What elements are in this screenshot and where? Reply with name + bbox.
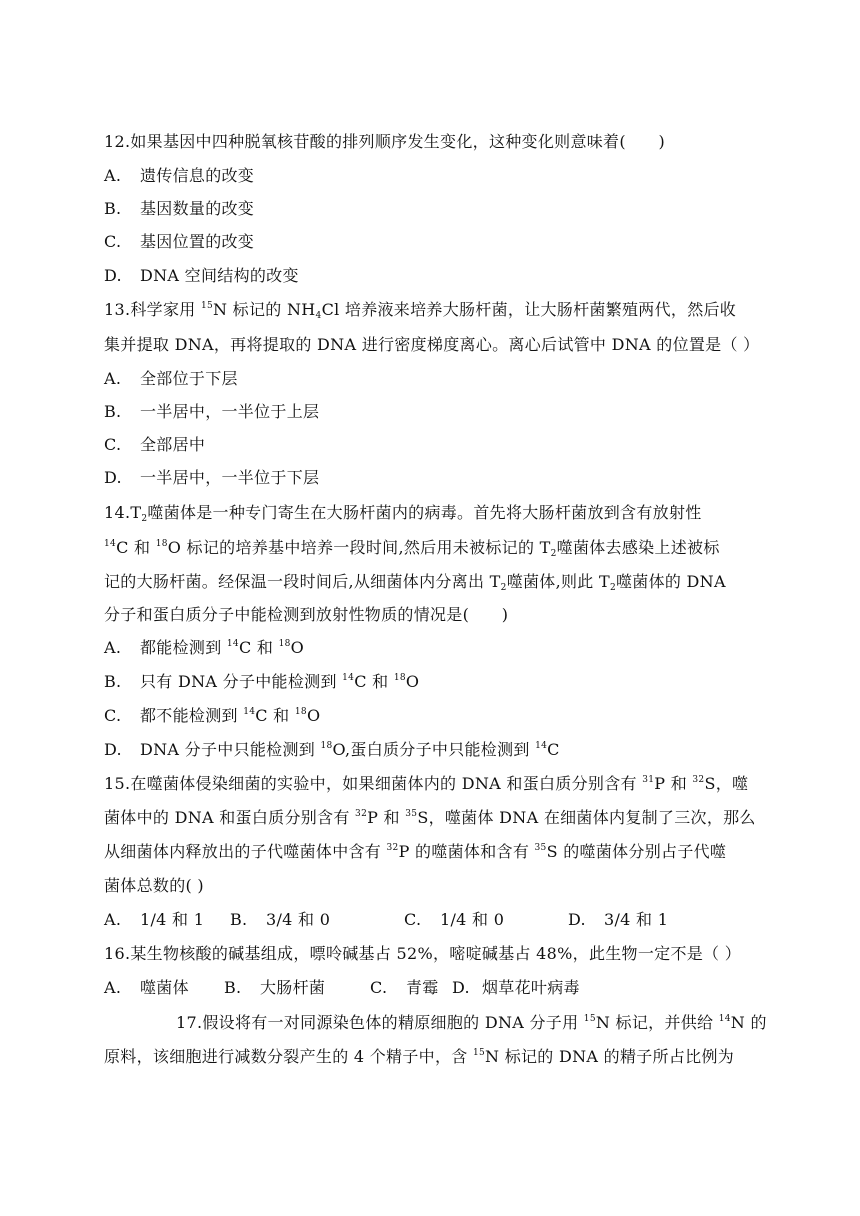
option-text: DNA 空间结构的改变: [140, 266, 299, 285]
subscript: 2: [609, 583, 616, 593]
option-text: 3/4 和 1: [604, 910, 669, 929]
text: 15.在噬菌体侵染细菌的实验中，如果细菌体内的 DNA 和蛋白质分别含有: [104, 774, 643, 793]
option-text: 一半居中，一半位于下层: [140, 468, 320, 487]
option-text: 青霉: [406, 978, 439, 997]
option-text: 基因位置的改变: [140, 232, 255, 251]
text: P 的噬菌体和含有: [398, 842, 535, 861]
text: C 和: [116, 538, 156, 557]
q14-option-c[interactable]: [104, 706, 320, 726]
superscript: 18: [393, 673, 406, 683]
option-label: B.: [104, 672, 122, 691]
superscript: 31: [642, 775, 655, 785]
text: 从细菌体内释放出的子代噬菌体中含有: [104, 842, 387, 861]
option-label: C.: [104, 435, 122, 454]
text: P 和: [654, 774, 693, 793]
option-text: 基因数量的改变: [140, 199, 255, 218]
q14-stem-line2: [104, 538, 720, 558]
text: O 标记的培养基中培养一段时间,然后用未被标记的 T: [167, 538, 551, 557]
option-label: C.: [104, 232, 122, 251]
q15-stem-line2: [104, 808, 756, 828]
superscript: 14: [226, 639, 239, 649]
superscript: 15: [583, 1014, 596, 1024]
text: O: [306, 706, 321, 725]
text: C 和: [238, 638, 279, 657]
q17-stem-line1: [176, 1013, 767, 1033]
text: 13.科学家用: [104, 300, 201, 319]
option-text: 一半居中，一半位于上层: [140, 402, 320, 421]
text: DNA 分子中只能检测到: [140, 740, 321, 759]
option-label: A.: [104, 910, 122, 929]
superscript: 14: [104, 539, 117, 549]
option-label: D.: [568, 910, 586, 929]
q13-option-d[interactable]: [104, 468, 319, 488]
text: 噬菌体去感染上述被标: [556, 538, 720, 557]
superscript: 35: [405, 809, 418, 819]
option-label: A.: [104, 369, 122, 388]
option-text: 烟草花叶病毒: [482, 978, 580, 997]
superscript: 15: [200, 301, 213, 311]
q16-option-d[interactable]: [452, 978, 580, 998]
q15-option-d[interactable]: [568, 910, 668, 930]
text: C 和: [255, 706, 295, 725]
text: Cl 培养液来培养大肠杆菌，让大肠杆菌繁殖两代，然后收: [321, 300, 737, 319]
subscript: 4: [315, 311, 322, 321]
q15-stem-line3: [104, 842, 726, 862]
text: C: [547, 740, 560, 759]
superscript: 14: [535, 741, 548, 751]
text: C 和: [354, 672, 394, 691]
superscript: 35: [534, 843, 547, 853]
superscript: 18: [278, 639, 291, 649]
text: 菌体中的 DNA 和蛋白质分别含有: [104, 808, 356, 827]
option-text: 遗传信息的改变: [140, 166, 255, 185]
superscript: 32: [386, 843, 399, 853]
text: S，噬: [704, 774, 749, 793]
q12-option-d[interactable]: [104, 266, 299, 286]
superscript: 15: [472, 1048, 486, 1058]
option-label: A.: [104, 638, 122, 657]
option-label: C.: [104, 706, 122, 725]
q15-stem-line4: 菌体总数的( ): [104, 876, 204, 895]
q13-option-b[interactable]: [104, 402, 319, 422]
q13-stem-line1: [104, 300, 736, 320]
option-label: B.: [230, 910, 248, 929]
text: O: [405, 672, 420, 691]
option-label: C.: [370, 978, 388, 997]
text: 记的大肠杆菌。经保温一段时间后,从细菌体内分离出 T: [104, 572, 501, 591]
text: 14.T: [104, 503, 142, 522]
q14-option-a[interactable]: [104, 638, 304, 658]
superscript: 32: [692, 775, 705, 785]
option-text: 全部居中: [140, 435, 206, 454]
q15-option-c[interactable]: [404, 910, 504, 930]
option-label: A.: [104, 166, 122, 185]
text: O: [290, 638, 305, 657]
superscript: 18: [320, 741, 333, 751]
q12-option-a[interactable]: [104, 166, 254, 186]
text: N 标记的 DNA 的精子所占比例为: [485, 1047, 735, 1066]
option-label: D.: [104, 468, 122, 487]
text: N 标记的 NH: [213, 300, 316, 319]
superscript: 14: [718, 1014, 731, 1024]
q16-option-b[interactable]: [224, 978, 325, 998]
option-text: 大肠杆菌: [260, 978, 326, 997]
q14-stem-line3: [104, 572, 726, 592]
option-label: D.: [104, 266, 122, 285]
superscript: 32: [355, 809, 368, 819]
text: 噬菌体,则此 T: [506, 572, 610, 591]
text: 只有 DNA 分子中能检测到: [140, 672, 343, 691]
subscript: 2: [550, 549, 557, 559]
subscript: 2: [141, 514, 148, 524]
text: S 的噬菌体分别占子代噬: [546, 842, 727, 861]
option-text: 1/4 和 0: [440, 910, 505, 929]
q12-option-c[interactable]: [104, 232, 254, 252]
superscript: 14: [342, 673, 355, 683]
q16-option-a[interactable]: [104, 978, 189, 998]
text: 17.假设将有一对同源染色体的精原细胞的 DNA 分子用: [176, 1013, 584, 1032]
q14-stem-line4: 分子和蛋白质分子中能检测到放射性物质的情况是( ): [104, 605, 509, 624]
text: O,蛋白质分子中只能检测到: [332, 740, 536, 759]
superscript: 14: [243, 707, 256, 717]
option-label: D.: [104, 740, 122, 759]
text: S，噬菌体 DNA 在细菌体内复制了三次，那么: [417, 808, 756, 827]
q15-option-b[interactable]: [230, 910, 330, 930]
superscript: 18: [155, 539, 168, 549]
text: 都能检测到: [140, 638, 227, 657]
q12-option-b[interactable]: [104, 199, 254, 219]
option-text: 全部位于下层: [140, 369, 238, 388]
option-label: B.: [104, 199, 122, 218]
q17-stem-line2: [104, 1047, 734, 1067]
text: N 标记，并供给: [595, 1013, 719, 1032]
superscript: 18: [294, 707, 307, 717]
q14-option-b[interactable]: [104, 672, 419, 692]
option-text: 1/4 和 1: [140, 910, 205, 929]
q13-option-a[interactable]: [104, 369, 238, 389]
q14-option-d[interactable]: [104, 740, 560, 760]
q13-option-c[interactable]: [104, 435, 205, 455]
q16-stem: 16.某生物核酸的碱基组成，嘌呤碱基占 52%，嘧啶碱基占 48%，此生物一定不是（ ）: [104, 944, 742, 963]
option-label: C.: [404, 910, 422, 929]
q16-option-c[interactable]: [370, 978, 439, 998]
option-label: D.: [452, 978, 470, 997]
text: 都不能检测到: [140, 706, 244, 725]
option-label: B.: [104, 402, 122, 421]
subscript: 2: [500, 583, 507, 593]
option-text: 3/4 和 0: [266, 910, 331, 929]
option-label: B.: [224, 978, 242, 997]
text: 噬菌体的 DNA: [615, 572, 726, 591]
q15-option-a[interactable]: [104, 910, 204, 930]
text: N 的: [730, 1013, 767, 1032]
text: P 和: [367, 808, 406, 827]
option-text: 噬菌体: [140, 978, 189, 997]
q14-stem-line1: [104, 503, 702, 523]
text: 噬菌体是一种专门寄生在大肠杆菌内的病毒。首先将大肠杆菌放到含有放射性: [147, 503, 702, 522]
option-label: A.: [104, 978, 122, 997]
q12-stem: 12.如果基因中四种脱氧核苷酸的排列顺序发生变化，这种变化则意味着( ): [104, 132, 666, 151]
q13-stem-line2: 集并提取 DNA，再将提取的 DNA 进行密度梯度离心。离心后试管中 DNA 的位置是（ ）: [104, 335, 760, 354]
text: 原料，该细胞进行减数分裂产生的 4 个精子中，含: [104, 1047, 473, 1066]
q15-stem-line1: [104, 774, 748, 794]
